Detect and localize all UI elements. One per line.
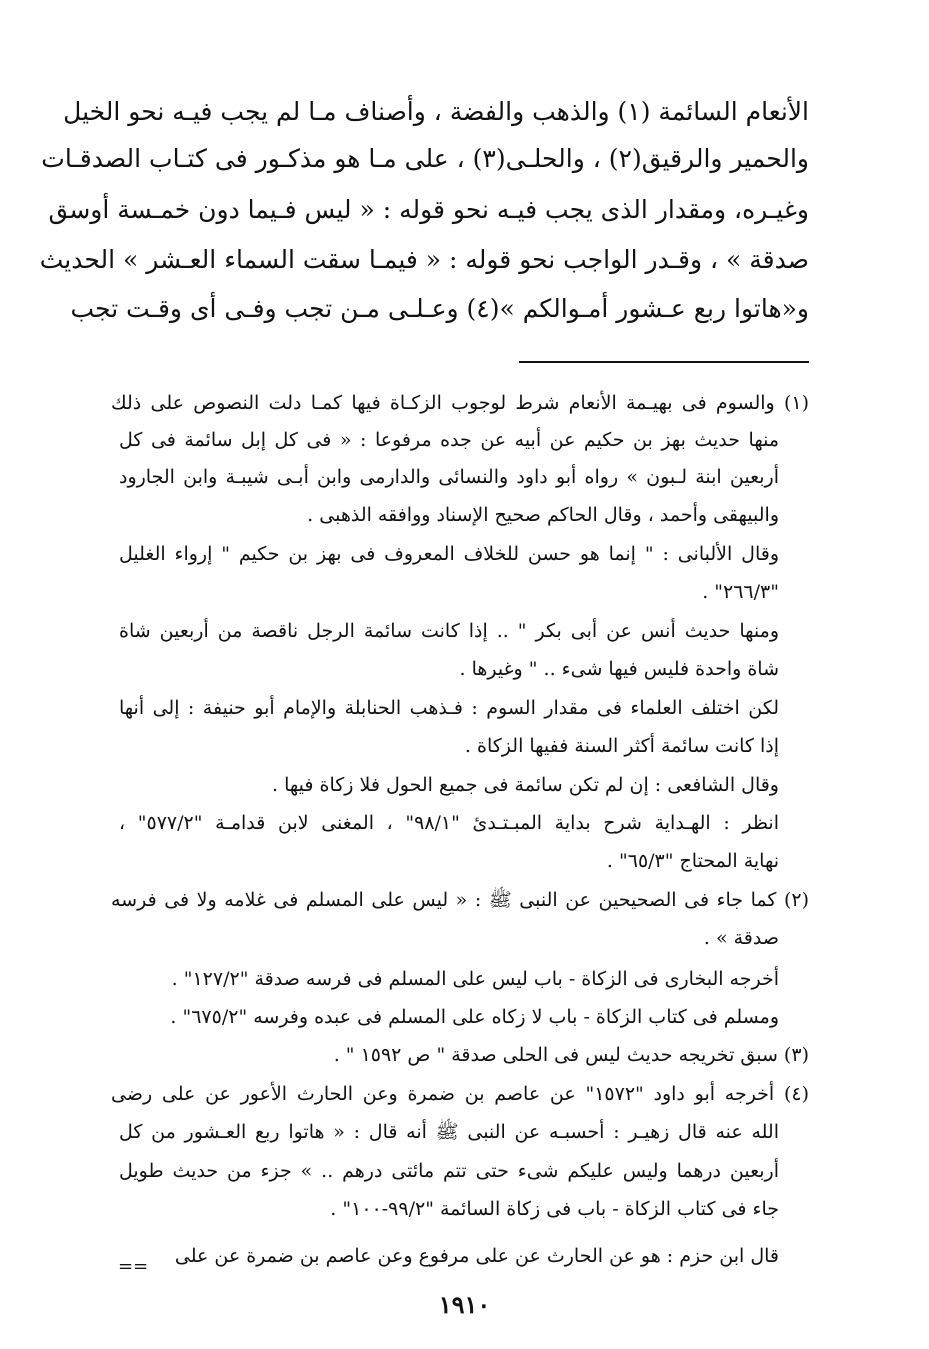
footnote-line: الله عنه قال زهيـر : أحسبـه عن النبى ﷺ أنه قال : « هاتوا ربع العـشور من كل — [119, 1121, 779, 1143]
footnote-line: وقال الألبانى : " إنما هو حسن للخلاف المعروف فى بهز بن حكيم " إرواء الغليل — [119, 543, 779, 565]
footnote-line: (٣) سبق تخريجه حديث ليس فى الحلى صدقة " ص ١٥٩٢ " . — [333, 1044, 809, 1066]
footnote-separator — [519, 361, 809, 363]
footnote-line: وقال الشافعى : إن لم تكن سائمة فى جميع الحول فلا زكاة فيها . — [272, 774, 779, 796]
footnote-line: أربعين درهما وليس عليكم شىء حتى تتم مائتى درهم .. » جزء من حديث طويل — [119, 1160, 779, 1182]
footnote-line: ومسلم فى كتاب الزكاة - باب لا زكاه على المسلم فى عبده وفرسه "٦٧٥/٢" . — [170, 1006, 779, 1028]
main-line: و«هاتوا ربع عـشور أمـوالكم »(٤) وعـلـى مـن تجب وفـى أى وقـت تجب — [70, 294, 809, 323]
page-number: ١٩١٠ — [438, 1290, 491, 1319]
footnote-line: (٤) أخرجه أبو داود "١٥٧٢" عن عاصم بن ضمرة وعن الحارث الأعور عن على رضى — [111, 1083, 809, 1105]
footnote-line: أخرجه البخارى فى الزكاة - باب ليس على المسلم فى فرسه صدقة "١٢٧/٢" . — [171, 968, 779, 990]
main-line: وغيـره، ومقدار الذى يجب فيـه نحو قوله : « ليس فـيما دون خمـسة أوسق — [48, 195, 809, 224]
footnote-line: "٢٦٦/٣" . — [702, 581, 779, 603]
footnote-line: قال ابن حزم : هو عن الحارث عن على مرفوع وعن عاصم بن ضمرة عن على — [174, 1245, 779, 1267]
footnote-line: لكن اختلف العلماء فى مقدار السوم : فـذهب الحنابلة والإمام أبو حنيفة : إلى أنها — [119, 697, 779, 719]
main-line: الأنعام السائمة (١) والذهب والفضة ، وأصناف مـا لم يجب فيـه نحو الخيل — [63, 97, 809, 126]
footnote-line: أربعين ابنة لـبون » رواه أبو داود والنسائى والدارمى وابن أبـى شيبـة وابن الجارود — [119, 466, 779, 488]
main-line: والحمير والرقيق(٢) ، والحلـى(٣) ، على مـا هو مذكـور فى كتـاب الصدقـات — [41, 144, 809, 173]
footnote-line: انظر : الهـداية شرح بداية المبـتـدئ "٩٨/١" ، المغنى لابن قدامـة "٥٧٧/٢" ، — [119, 812, 779, 834]
footnote-line: صدقة » . — [703, 927, 779, 949]
footnote-line: نهاية المحتاج "٦٥/٣" . — [606, 850, 779, 872]
footnote-line: إذا كانت سائمة أكثر السنة ففيها الزكاة . — [464, 735, 779, 757]
main-line: صدقة » ، وقـدر الواجب نحو قوله : « فيمـا سقت السماء العـشر » الحديث — [39, 245, 809, 274]
footnote-line: (٢) كما جاء فى الصحيحين عن النبى ﷺ : « ليس على المسلم فى غلامه ولا فى فرسه — [111, 889, 809, 911]
footnote-line: منها حديث بهز بن حكيم عن أبيه عن جده مرفوعا : « فى كل إبل سائمة فى كل — [119, 429, 779, 451]
footnote-line: جاء فى كتاب الزكاة - باب فى زكاة السائمة "٩٩/٢-١٠٠" . — [330, 1198, 779, 1220]
footnote-line: ومنها حديث أنس عن أبى بكر " .. إذا كانت سائمة الرجل ناقصة من أربعين شاة — [119, 620, 779, 642]
continuation-marker: == — [118, 1256, 149, 1277]
footnote-line: والبيهقى وأحمد ، وقال الحاكم صحيح الإسناد ووافقه الذهبى . — [307, 504, 779, 526]
footnote-line: شاة واحدة فليس فيها شىء .. " وغيرها . — [459, 658, 779, 680]
footnote-line: (١) والسوم فى بهيـمة الأنعام شرط لوجوب الزكـاة فيها كمـا دلت النصوص على ذلك — [111, 392, 809, 414]
